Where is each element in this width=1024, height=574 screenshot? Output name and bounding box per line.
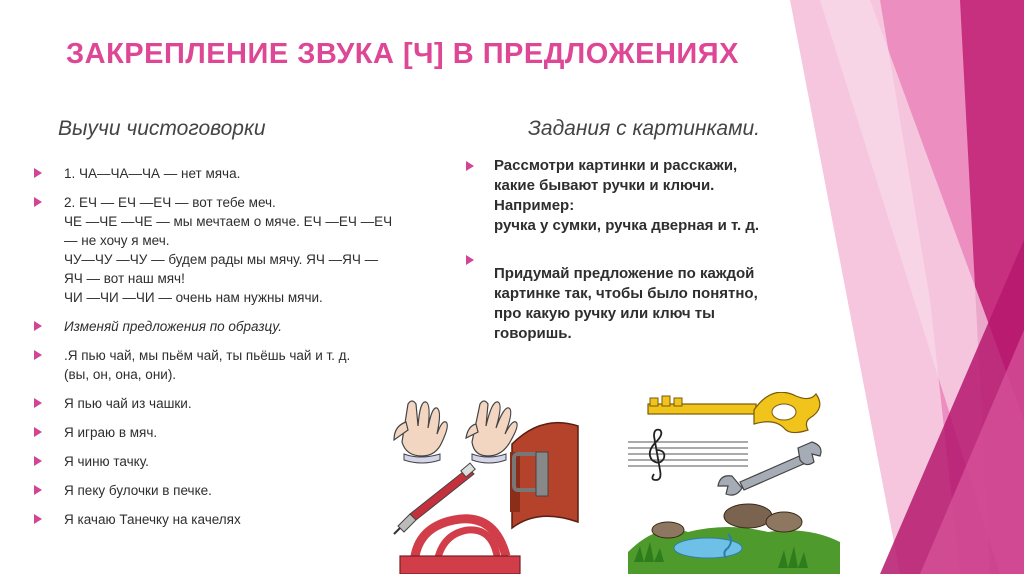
list-item-line: Придумай предложение по каждой <box>494 265 755 282</box>
list-item-line: Я чиню тачку. <box>64 454 149 469</box>
list-item-line: Изменяй предложения по образцу. <box>64 319 282 334</box>
list-item-line: какие бывают ручки и ключи. <box>494 177 715 194</box>
list-item-line: ручка у сумки, ручка дверная и т. д. <box>494 217 760 234</box>
list-item <box>34 193 464 307</box>
door-handle-icon <box>510 423 578 528</box>
list-item-line: Я играю в мяч. <box>64 425 158 440</box>
right-column-heading: Задания с картинками. <box>528 117 760 140</box>
bullet-arrow-icon <box>34 485 42 495</box>
list-item-line: Я качаю Танечку на качелях <box>64 512 241 527</box>
list-item-line: ЧЕ —ЧЕ —ЧЕ — мы мечтаем о мяче. ЕЧ —ЕЧ —ЕЧ <box>64 214 393 229</box>
wrench-icon <box>718 442 821 495</box>
bullet-arrow-icon <box>34 168 42 178</box>
list-item-line: ЧИ —ЧИ —ЧИ — очень нам нужны мячи. <box>64 290 323 305</box>
list-item-line: (вы, он, она, они). <box>64 367 177 382</box>
list-item-empty <box>466 250 846 256</box>
picture-tasks-list <box>466 156 846 358</box>
list-item <box>34 346 464 384</box>
bullet-arrow-icon <box>34 427 42 437</box>
list-item-line: говоришь. <box>494 325 572 342</box>
list-item-line: 2. ЕЧ — ЕЧ —ЕЧ — вот тебе меч. <box>64 195 276 210</box>
list-item-line: Рассмотри картинки и расскажи, <box>494 157 738 174</box>
list-item-line: про какую ручку или ключ ты <box>494 305 715 322</box>
keys-illustration <box>628 392 840 574</box>
list-item-line: Я пью чай из чашки. <box>64 396 192 411</box>
bullet-arrow-icon <box>34 350 42 360</box>
list-item-line: ЧУ—ЧУ —ЧУ — будем рады мы мячу. ЯЧ —ЯЧ — <box>64 252 379 267</box>
list-item-line: Я пеку булочки в печке. <box>64 483 212 498</box>
key-icon <box>648 392 820 432</box>
handles-illustration <box>380 396 580 574</box>
list-item-line: ЯЧ — вот наш мяч! <box>64 271 185 286</box>
bullet-arrow-icon <box>34 321 42 331</box>
bullet-arrow-icon <box>34 456 42 466</box>
list-item-line: картинке так, чтобы было понятно, <box>494 285 758 302</box>
list-item <box>466 156 846 236</box>
bullet-arrow-icon <box>34 514 42 524</box>
list-item <box>466 264 846 344</box>
left-column-heading: Выучи чистоговорки <box>58 117 266 140</box>
hands-icon <box>394 401 517 463</box>
bag-handle-icon <box>400 519 520 574</box>
list-item-line: .Я пью чай, мы пьём чай, ты пьёшь чай и т. д. <box>64 348 351 363</box>
slide-title: ЗАКРЕПЛЕНИЕ ЗВУКА [Ч] В ПРЕДЛОЖЕНИЯХ <box>66 38 739 70</box>
bullet-arrow-icon <box>34 398 42 408</box>
bullet-arrow-icon <box>466 161 474 171</box>
spring-landscape-icon <box>628 504 840 574</box>
list-item <box>34 164 464 183</box>
treble-clef-icon <box>628 430 748 480</box>
bullet-arrow-icon <box>34 197 42 207</box>
list-item <box>34 317 464 336</box>
list-item-line: Например: <box>494 197 575 214</box>
list-item-line: — не хочу я меч. <box>64 233 170 248</box>
list-item-line: 1. ЧА—ЧА—ЧА — нет мяча. <box>64 166 241 181</box>
